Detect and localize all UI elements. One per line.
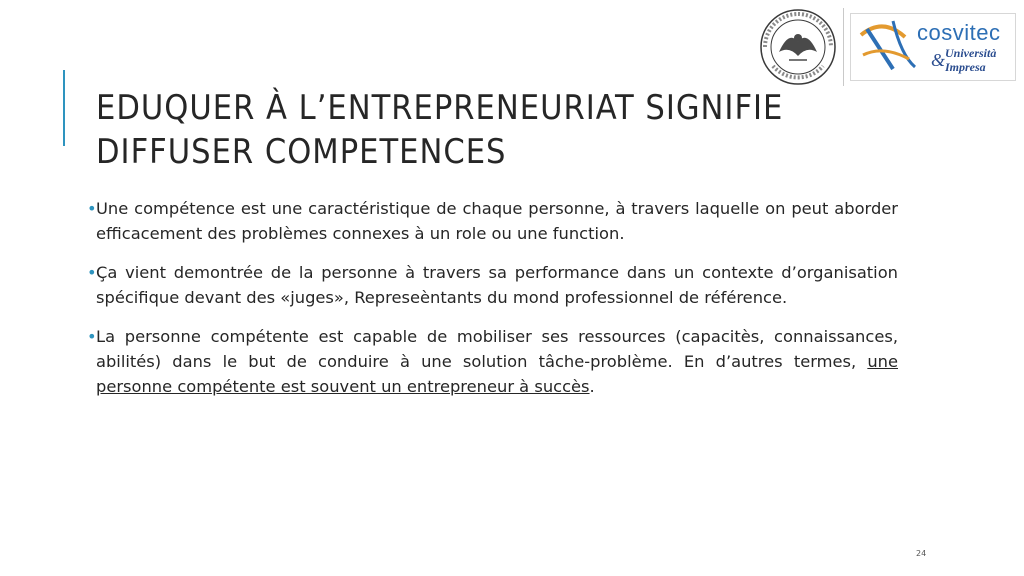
cosvitec-subtitle-1: Università	[945, 46, 997, 60]
bullet-marker: •	[87, 263, 97, 282]
cosvitec-logo	[850, 13, 1016, 81]
university-seal-icon	[759, 8, 837, 86]
bullet-marker: •	[87, 327, 97, 346]
bullet-text: La personne compétente est capable de mobiliser ses ressources (capacitès, connaissances, abilités) dans le but de conduire à une solution tâche-problème. En d’autres termes,	[96, 327, 898, 371]
bullet-text: Ça vient demontrée de la personne à travers sa performance dans un contexte d’organisation spécifique devant des «juges», Represeèntants du mond professionnel de référence.	[96, 263, 898, 307]
title-accent-bar	[63, 70, 65, 146]
cosvitec-helix-icon	[853, 15, 923, 79]
bullet-item	[87, 260, 898, 310]
bullet-item	[87, 196, 898, 246]
cosvitec-name: cosvitec	[917, 20, 1001, 45]
logo-area	[759, 8, 1016, 86]
cosvitec-subtitle-2: Impresa	[945, 60, 986, 74]
bullet-list	[87, 196, 898, 413]
bullet-text-end: .	[589, 377, 595, 396]
logo-divider	[843, 8, 844, 86]
bullet-marker: •	[87, 199, 97, 218]
bullet-item	[87, 324, 898, 399]
page-number: 24	[916, 549, 927, 558]
slide-title: EDUQUER À L’ENTREPRENEURIAT SIGNIFIE DIFFUSER COMPETENCES	[96, 88, 784, 172]
cosvitec-ampersand: &	[931, 50, 946, 70]
underlined-conclusion: une personne compétente est souvent un entrepreneur à succès	[96, 352, 898, 396]
bullet-text: Une compétence est une caractéristique de chaque personne, à travers laquelle on peut aborder efficacement des problèmes connexes à un role ou une function.	[96, 199, 898, 243]
